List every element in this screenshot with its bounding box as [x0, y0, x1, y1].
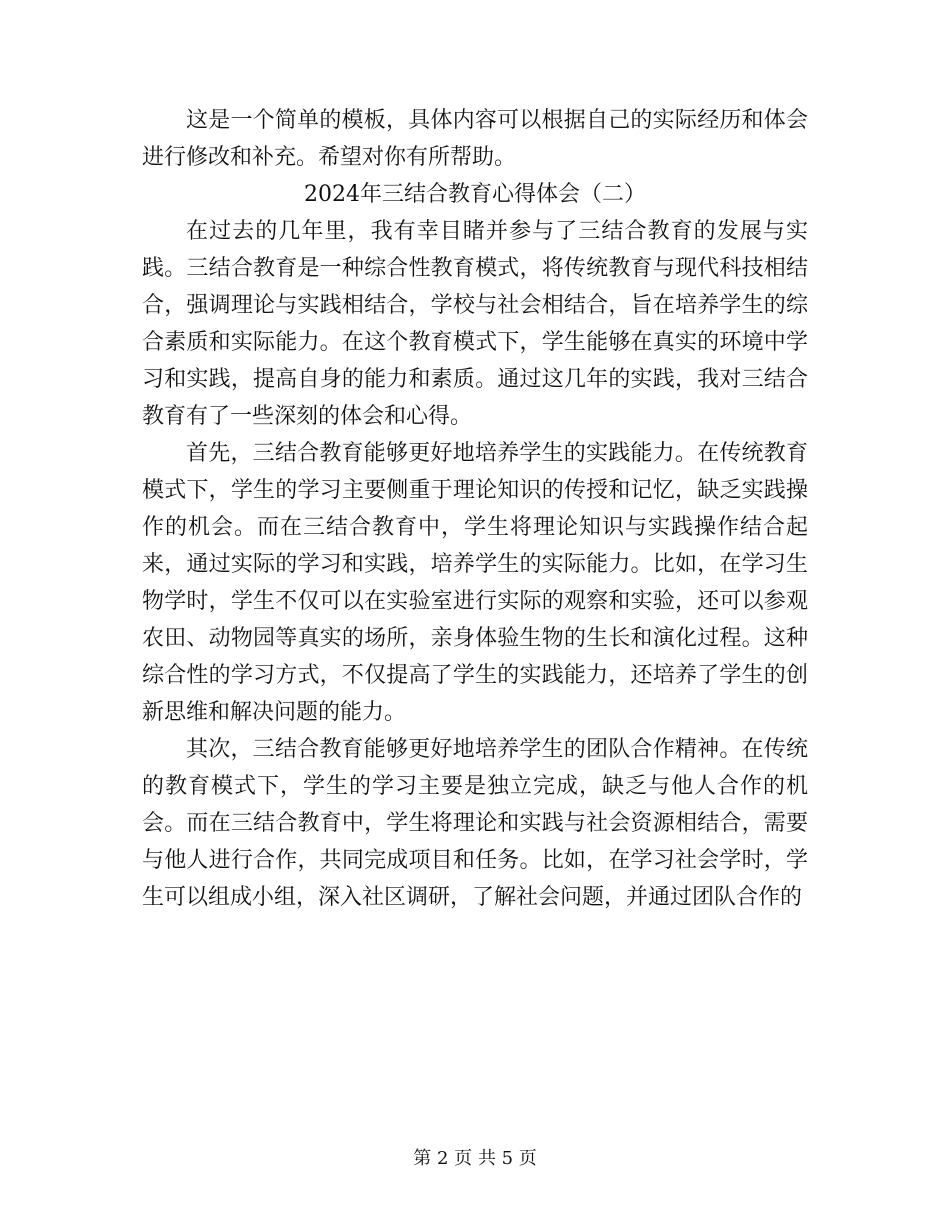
body-paragraph-1: 在过去的几年里，我有幸目睹并参与了三结合教育的发展与实践。三结合教育是一种综合性教育模式，将传统教育与现代科技相结合，强调理论与实践相结合，学校与社会相结合，旨在培养学生的综合素质和实际能力。在这个教育模式下，学生能够在真实的环境中学习和实践，提高自身的能力和素质。通过这几年的实践，我对三结合教育有了一些深刻的体会和心得。 — [142, 219, 808, 429]
body-paragraph-2: 首先，三结合教育能够更好地培养学生的实践能力。在传统教育模式下，学生的学习主要侧重于理论知识的传授和记忆，缺乏实践操作的机会。而在三结合教育中，学生将理论知识与实践操作结合起来，通过实际的学习和实践，培养学生的实际能力。比如，在学习生物学时，学生不仅可以在实验室进行实际的观察和实验，还可以参观农田、动物园等真实的场所，亲身体验生物的生长和演化过程。这种综合性的学习方式，不仅提高了学生的实践能力，还培养了学生的创新思维和解决问题的能力。 — [142, 441, 808, 725]
intro-paragraph: 这是一个简单的模板，具体内容可以根据自己的实际经历和体会进行修改和补充。希望对你有所帮助。 — [142, 108, 808, 170]
document-body — [142, 102, 808, 916]
body-paragraph-3: 其次，三结合教育能够更好地培养学生的团队合作精神。在传统的教育模式下，学生的学习主要是独立完成，缺乏与他人合作的机会。而在三结合教育中，学生将理论和实践与社会资源相结合，需要与他人进行合作，共同完成项目和任务。比如，在学习社会学时，学生可以组成小组，深入社区调研，了解社会问题，并通过团队合作的 — [142, 737, 808, 910]
section-title: 2024年三结合教育心得体会（二） — [304, 182, 646, 207]
page-footer: 第 2 页 共 5 页 — [413, 1148, 537, 1169]
